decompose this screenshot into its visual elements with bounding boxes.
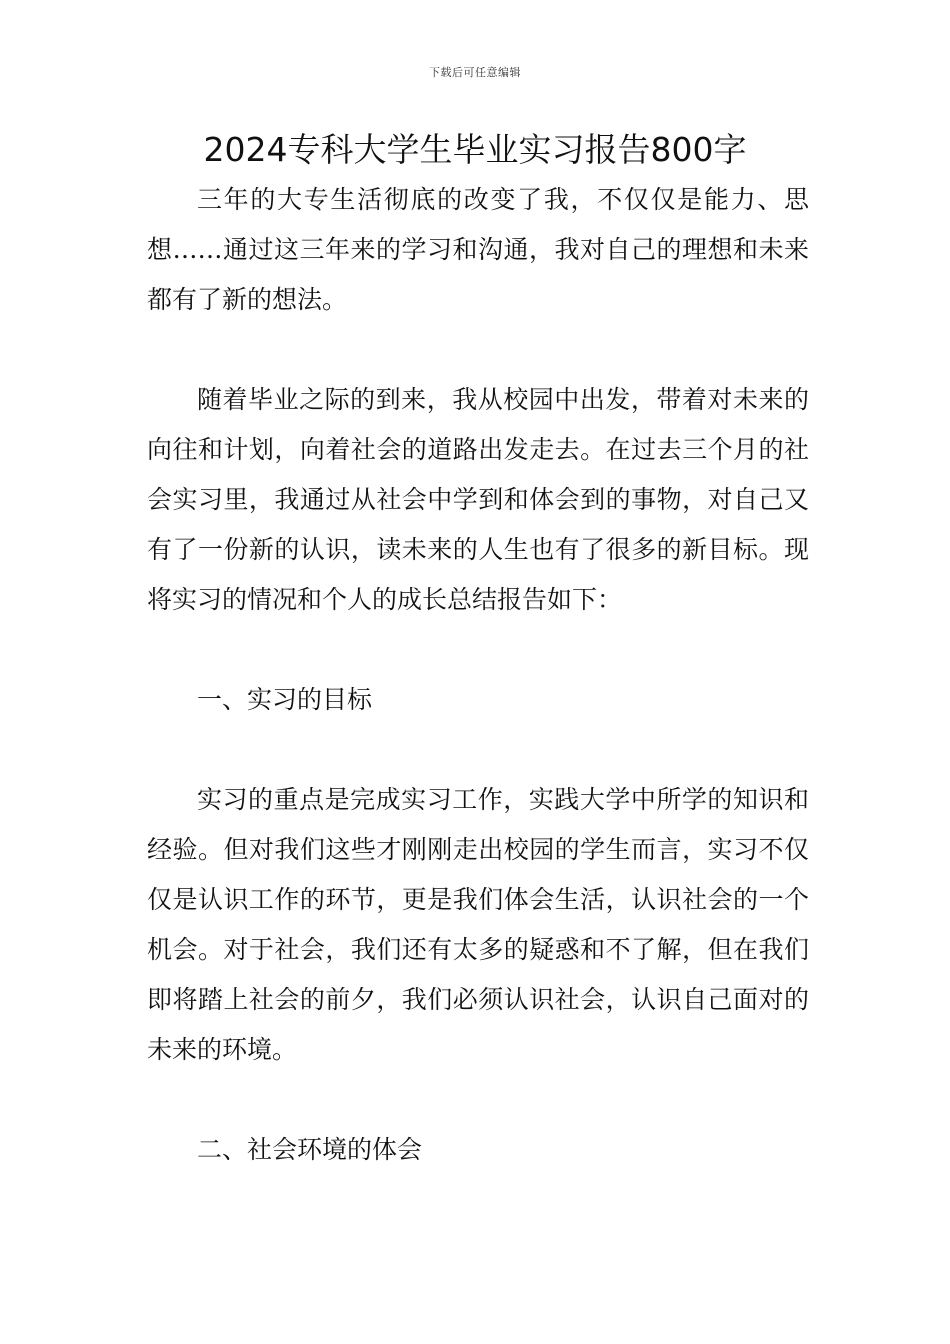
blank-line bbox=[147, 325, 809, 375]
paragraph-overview: 随着毕业之际的到来，我从校园中出发，带着对未来的向往和计划，向着社会的道路出发走去。在过去三个月的社会实习里，我通过从社会中学到和体会到的事物，对自己又有了一份新的认识，读未来的人生也有了很多的新目标。现将实习的情况和个人的成长总结报告如下： bbox=[147, 385, 809, 614]
blank-line bbox=[147, 1075, 809, 1125]
paragraph-goals: 实习的重点是完成实习工作，实践大学中所学的知识和经验。但对我们这些才刚刚走出校园的学生而言，实习不仅仅是认识工作的环节，更是我们体会生活，认识社会的一个机会。对于社会，我们还有太多的疑惑和不了解，但在我们即将踏上社会的前夕，我们必须认识社会，认识自己面对的未来的环境。 bbox=[147, 785, 809, 1064]
paragraph-intro: 三年的大专生活彻底的改变了我，不仅仅是能力、思想……通过这三年来的学习和沟通，我对自己的理想和未来都有了新的想法。 bbox=[147, 185, 809, 314]
section-heading-1: 一、实习的目标 bbox=[197, 685, 373, 714]
document-body bbox=[147, 175, 809, 1175]
document-title: 2024专科大学生毕业实习报告800字 bbox=[203, 130, 747, 169]
header-note: 下载后可任意编辑 bbox=[429, 66, 521, 79]
blank-line bbox=[147, 725, 809, 775]
section-heading-2: 二、社会环境的体会 bbox=[197, 1135, 423, 1164]
blank-line bbox=[147, 625, 809, 675]
